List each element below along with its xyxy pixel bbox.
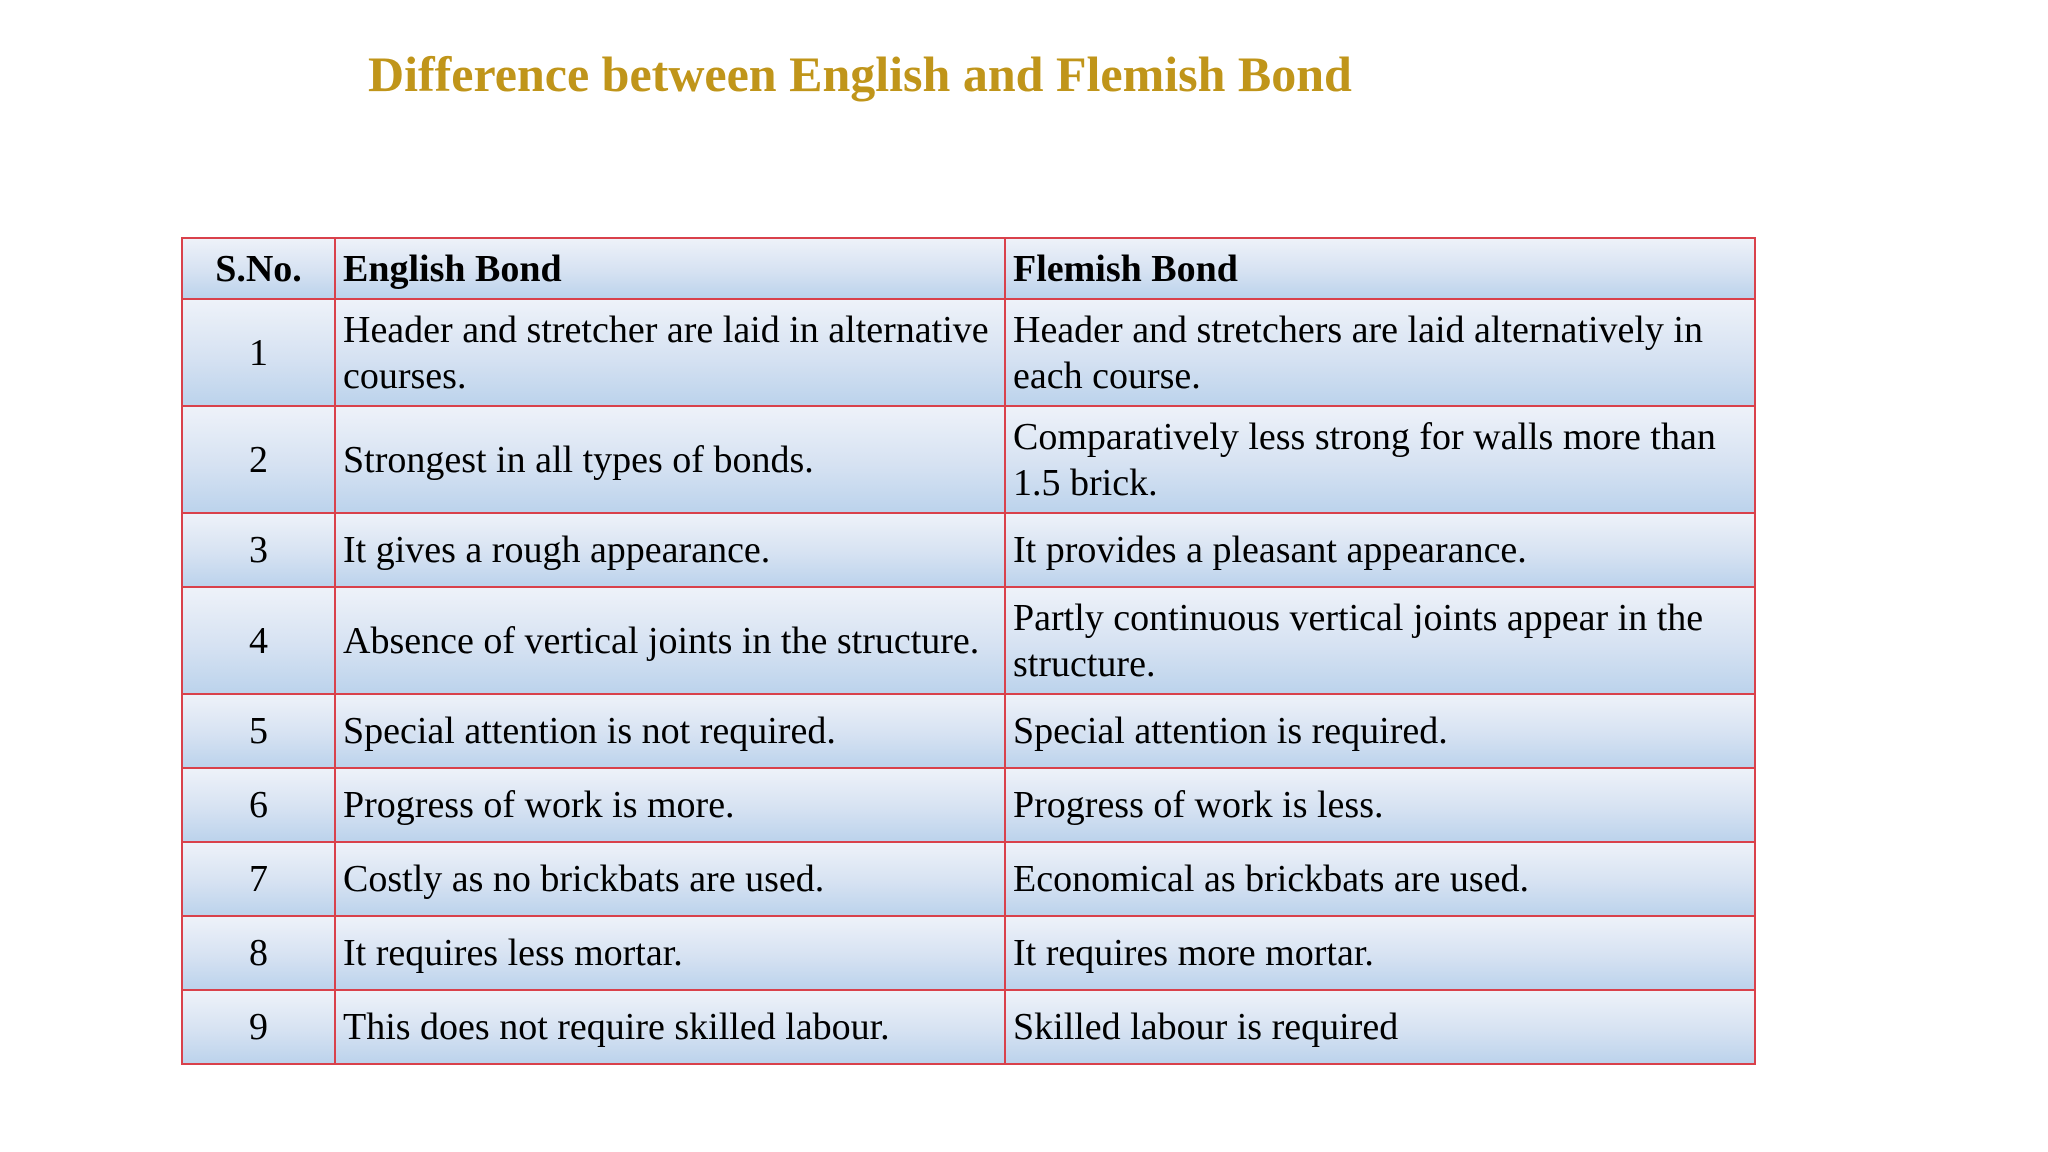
cell-english-bond: It requires less mortar.: [335, 916, 1005, 990]
cell-flemish-bond: Header and stretchers are laid alternatively in each course.: [1005, 299, 1755, 406]
cell-sno: 8: [182, 916, 335, 990]
cell-flemish-bond: Progress of work is less.: [1005, 768, 1755, 842]
cell-english-bond: This does not require skilled labour.: [335, 990, 1005, 1064]
table-row: [182, 768, 1755, 842]
table-row: [182, 406, 1755, 513]
table-header-row: [182, 238, 1755, 299]
header-sno: S.No.: [182, 238, 335, 299]
cell-sno: 6: [182, 768, 335, 842]
cell-flemish-bond: Special attention is required.: [1005, 694, 1755, 768]
header-english-bond: English Bond: [335, 238, 1005, 299]
cell-flemish-bond: It requires more mortar.: [1005, 916, 1755, 990]
table-row: [182, 694, 1755, 768]
table-row: [182, 513, 1755, 587]
cell-english-bond: Special attention is not required.: [335, 694, 1005, 768]
cell-flemish-bond: Skilled labour is required: [1005, 990, 1755, 1064]
slide-title: Difference between English and Flemish Bond: [368, 46, 1352, 102]
cell-flemish-bond: Economical as brickbats are used.: [1005, 842, 1755, 916]
cell-english-bond: Header and stretcher are laid in alternative courses.: [335, 299, 1005, 406]
cell-sno: 1: [182, 299, 335, 406]
cell-sno: 7: [182, 842, 335, 916]
cell-flemish-bond: It provides a pleasant appearance.: [1005, 513, 1755, 587]
cell-sno: 9: [182, 990, 335, 1064]
cell-english-bond: Strongest in all types of bonds.: [335, 406, 1005, 513]
cell-sno: 3: [182, 513, 335, 587]
header-flemish-bond: Flemish Bond: [1005, 238, 1755, 299]
cell-flemish-bond: Partly continuous vertical joints appear in the structure.: [1005, 587, 1755, 694]
cell-sno: 5: [182, 694, 335, 768]
cell-english-bond: Progress of work is more.: [335, 768, 1005, 842]
cell-english-bond: Costly as no brickbats are used.: [335, 842, 1005, 916]
table-row: [182, 916, 1755, 990]
cell-english-bond: Absence of vertical joints in the structure.: [335, 587, 1005, 694]
comparison-table: [181, 237, 1756, 1065]
table-row: [182, 299, 1755, 406]
table-row: [182, 990, 1755, 1064]
cell-flemish-bond: Comparatively less strong for walls more than 1.5 brick.: [1005, 406, 1755, 513]
table-row: [182, 587, 1755, 694]
cell-sno: 4: [182, 587, 335, 694]
cell-english-bond: It gives a rough appearance.: [335, 513, 1005, 587]
cell-sno: 2: [182, 406, 335, 513]
table-row: [182, 842, 1755, 916]
